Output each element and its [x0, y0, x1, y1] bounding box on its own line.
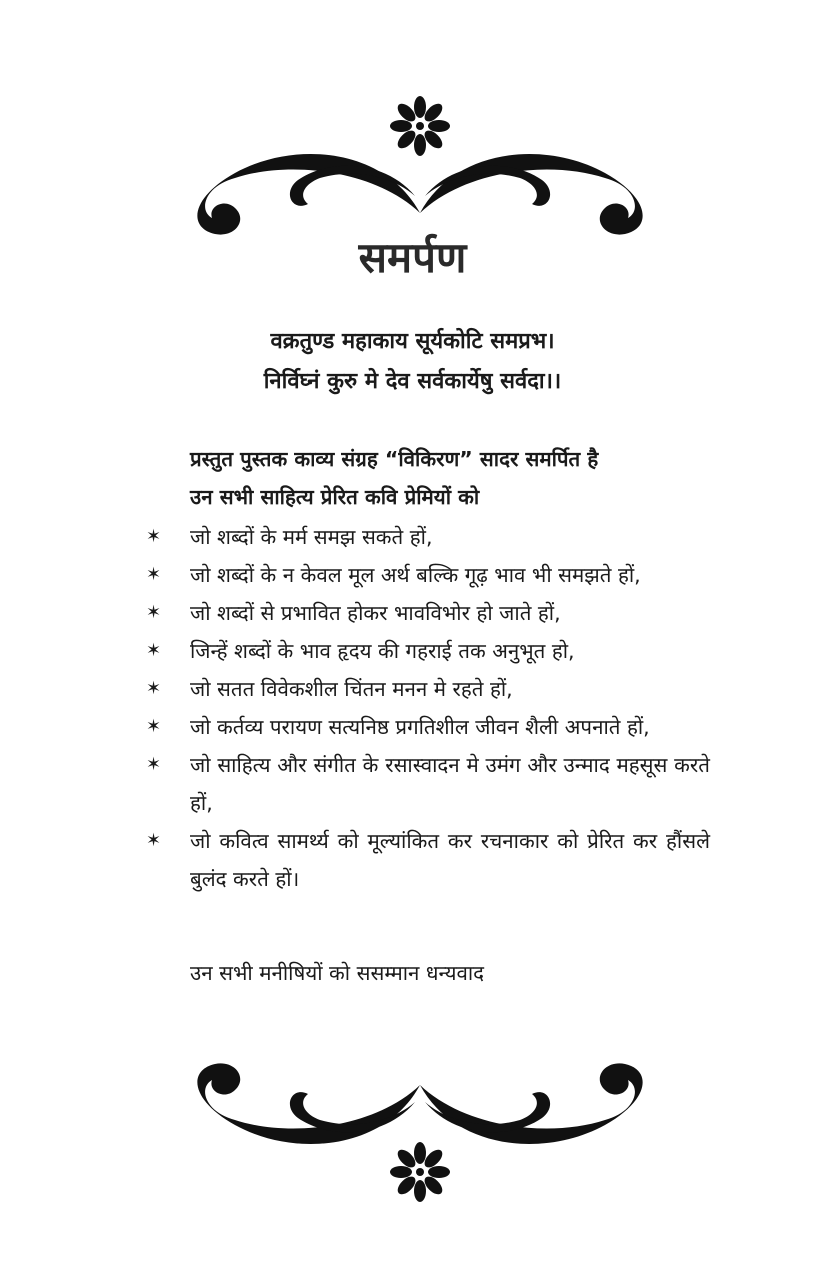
list-item: [140, 518, 710, 556]
list-item: [140, 708, 710, 746]
intro-line-1: प्रस्तुत पुस्तक काव्य संग्रह “विकिरण” सादर समर्पित है: [190, 447, 599, 471]
star-bullet-icon: ✶: [146, 526, 162, 547]
intro-line-2: उन सभी साहित्य प्रेरित कवि प्रेमियों को: [190, 485, 480, 509]
list-item-text: जो कर्तव्य परायण सत्यनिष्ठ प्रगतिशील जीवन शैली अपनाते हों,: [190, 715, 650, 739]
list-item-text: जो शब्दों से प्रभावित होकर भावविभोर हो जाते हों,: [190, 601, 561, 625]
list-item: [140, 822, 710, 898]
right-scroll-icon: [420, 154, 643, 235]
list-item: [140, 632, 710, 670]
list-item-text: जो शब्दों के मर्म समझ सकते हों,: [190, 525, 433, 549]
dedication-intro: [190, 440, 710, 516]
flower-icon: [390, 96, 450, 156]
list-item-text: जो सतत विवेकशील चिंतन मनन मे रहते हों,: [190, 677, 513, 701]
star-bullet-icon: ✶: [146, 830, 162, 851]
right-scroll-icon: [420, 1063, 643, 1144]
bottom-flourish-ornament: [180, 1050, 660, 1210]
dedication-list: [140, 518, 710, 898]
star-bullet-icon: ✶: [146, 754, 162, 775]
list-item-text: जो शब्दों के न केवल मूल अर्थ बल्कि गूढ़ भाव भी समझते हों,: [190, 563, 641, 587]
star-bullet-icon: ✶: [146, 564, 162, 585]
star-bullet-icon: ✶: [146, 602, 162, 623]
list-item-text: जो कवित्व सामर्थ्य को मूल्यांकित कर रचनाकार को प्रेरित कर हौंसले बुलंद करते हों।: [190, 829, 710, 891]
list-item: [140, 746, 710, 822]
star-bullet-icon: ✶: [146, 678, 162, 699]
left-scroll-icon: [197, 1063, 420, 1144]
left-scroll-icon: [197, 154, 420, 235]
list-item-text: जो साहित्य और संगीत के रसास्वादन मे उमंग और उन्माद महसूस करते हों,: [190, 753, 710, 815]
closing-thanks: उन सभी मनीषियों को ससम्मान धन्यवाद: [190, 961, 485, 985]
shloka-line-1: वक्रतुण्ड महाकाय सूर्यकोटि समप्रभ।: [270, 329, 555, 354]
page-title: समर्पण: [358, 233, 467, 282]
list-item: [140, 556, 710, 594]
list-item-text: जिन्हें शब्दों के भाव हृदय की गहराई तक अनुभूत हो,: [190, 639, 575, 663]
flower-icon: [390, 1142, 450, 1202]
top-flourish-ornament: [180, 88, 660, 248]
star-bullet-icon: ✶: [146, 716, 162, 737]
list-item: [140, 670, 710, 708]
shloka-verse: [0, 322, 825, 402]
list-item: [140, 594, 710, 632]
shloka-line-2: निर्विघ्नं कुरु मे देव सर्वकार्येषु सर्वदा।।: [263, 369, 562, 394]
star-bullet-icon: ✶: [146, 640, 162, 661]
